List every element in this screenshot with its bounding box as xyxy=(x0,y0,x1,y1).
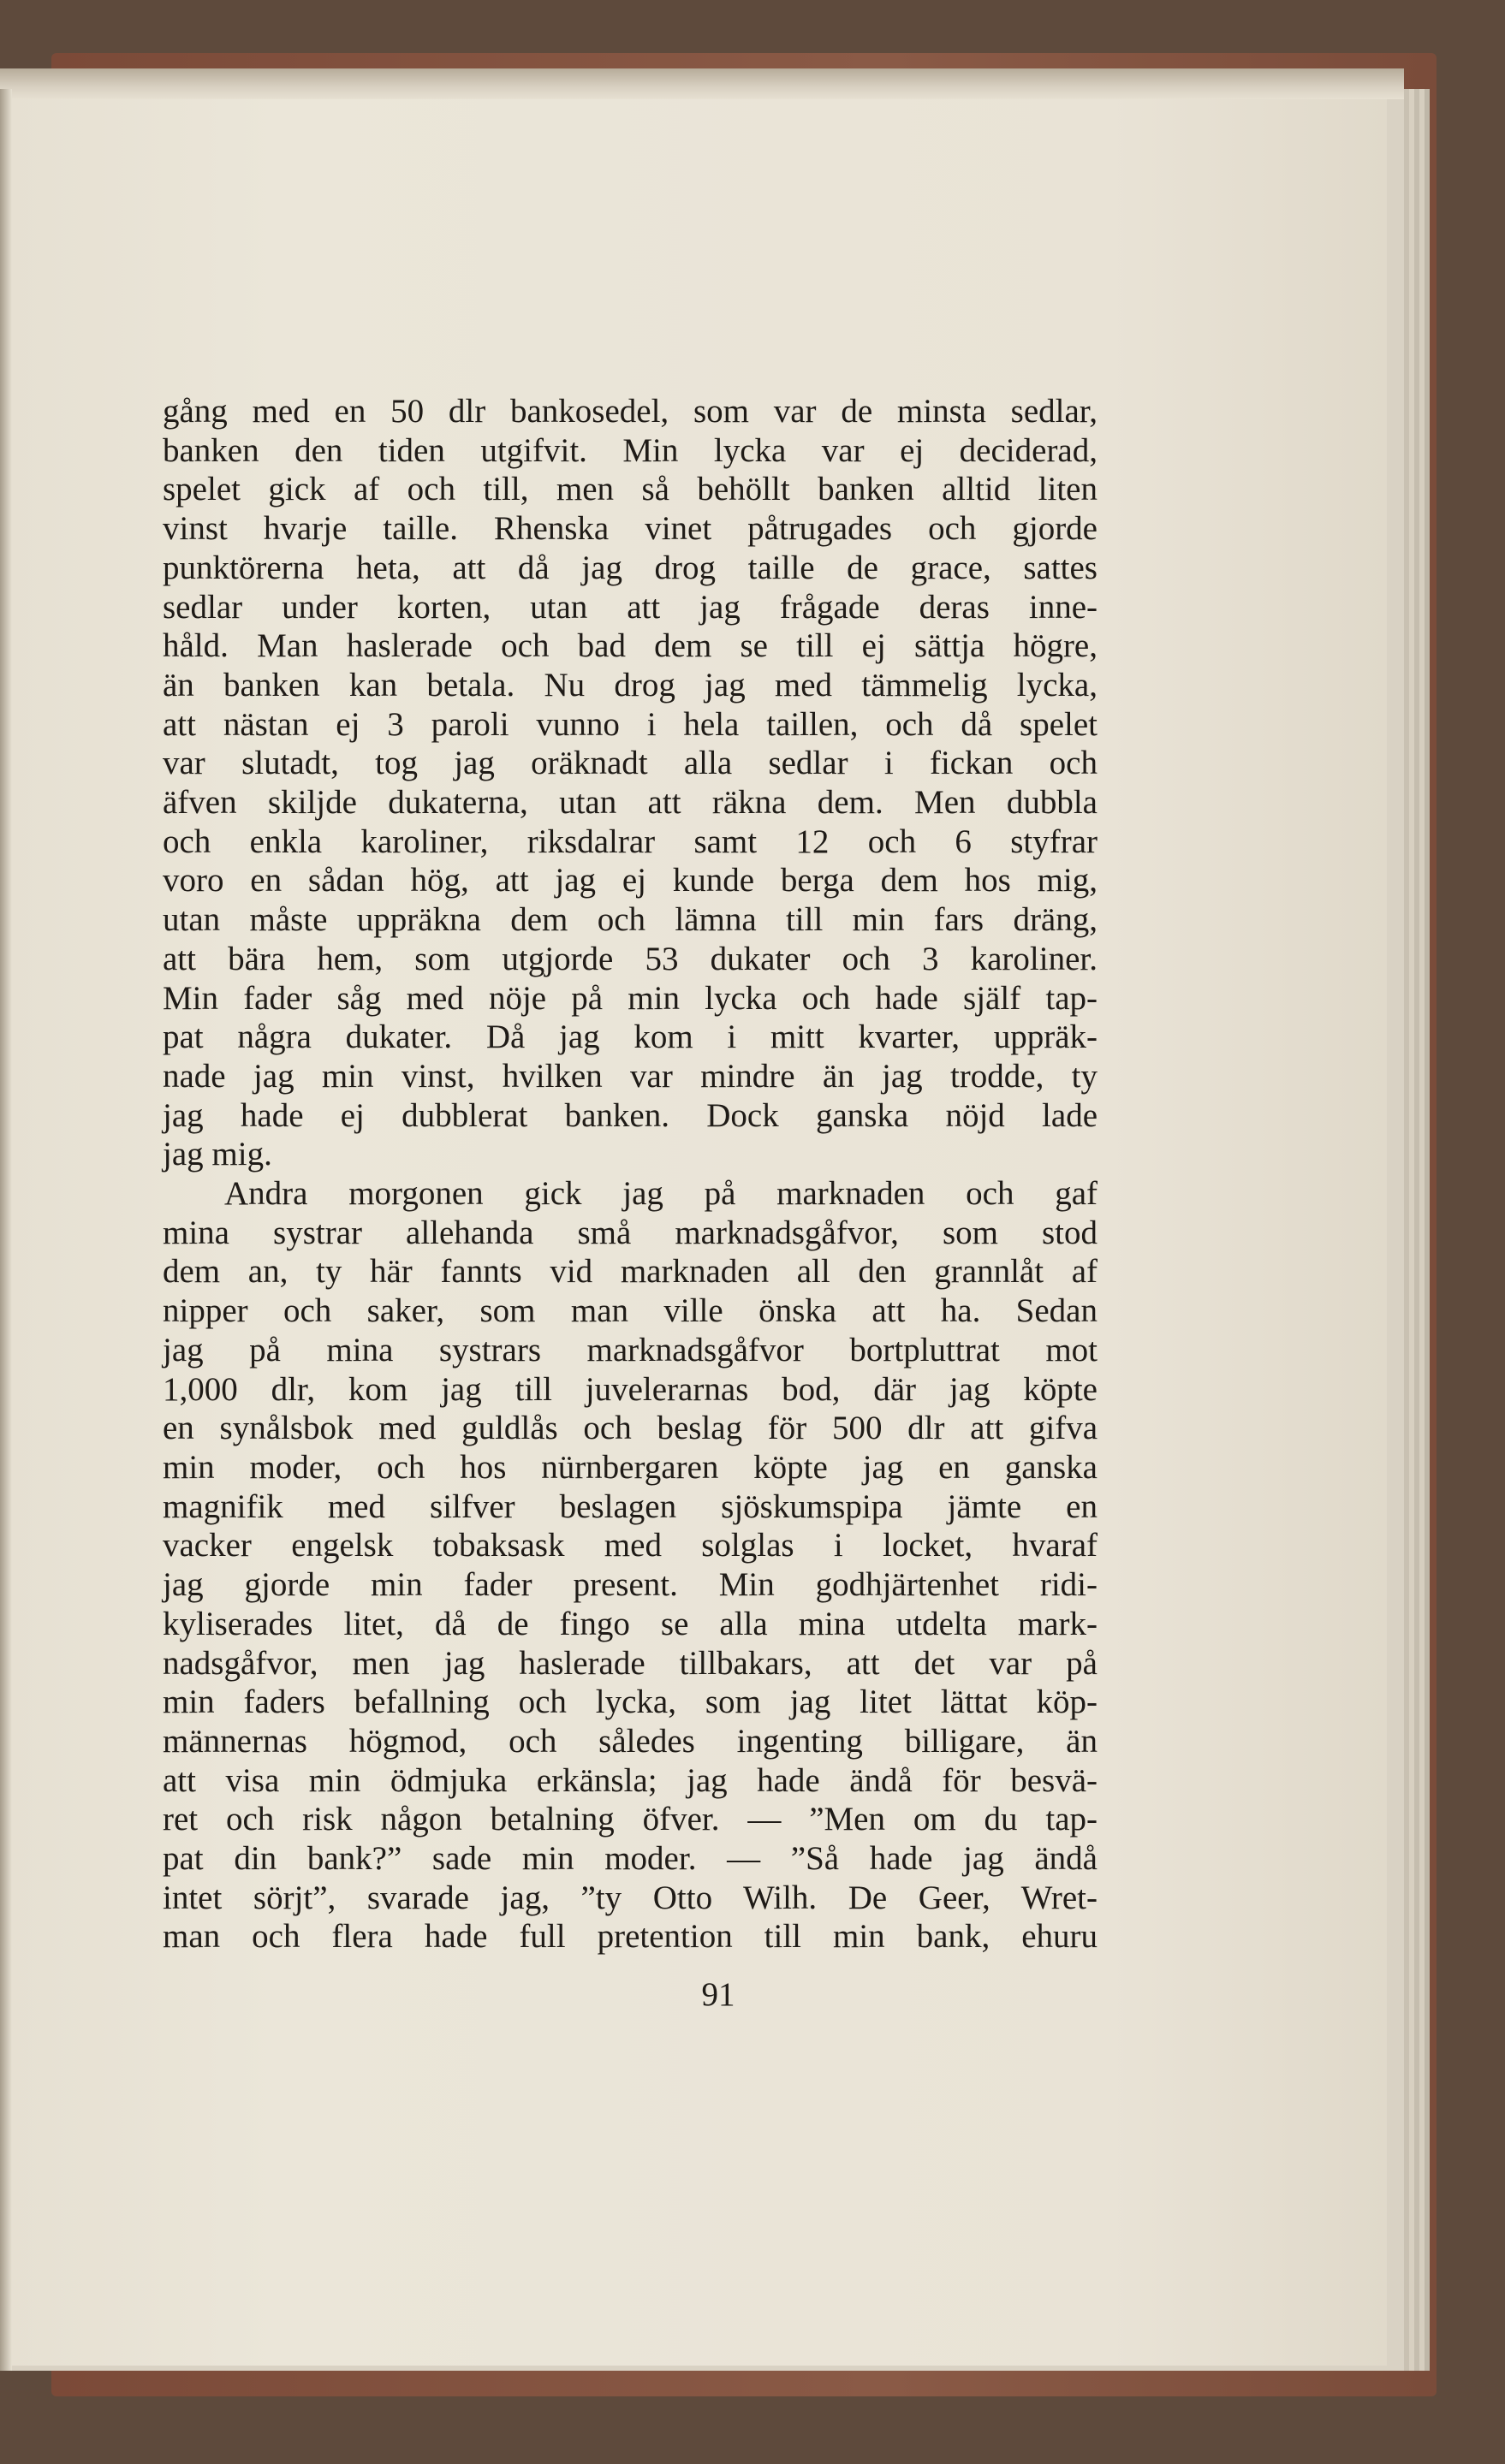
text-line: nadsgåfvor, men jag haslerade tillbakars, att det var på xyxy=(163,1644,1098,1682)
body-text xyxy=(163,392,1098,1956)
text-line: männernas högmod, och således ingenting billigare, än xyxy=(163,1722,1098,1760)
text-line: håld. Man haslerade och bad dem se till ej sättja högre, xyxy=(163,627,1098,665)
text-line: jag mig. xyxy=(163,1136,272,1173)
text-line: magnifik med silfver beslagen sjöskumspipa jämte en xyxy=(163,1487,1098,1525)
text-line: jag på mina systrars marknadsgåfvor bortpluttrat mot xyxy=(163,1331,1098,1369)
text-line: min moder, och hos nürnbergaren köpte jag en ganska xyxy=(163,1448,1098,1486)
text-line: banken den tiden utgifvit. Min lycka var ej deciderad, xyxy=(163,431,1098,469)
text-line: nipper och saker, som man ville önska att ha. Sedan xyxy=(163,1292,1098,1330)
text-line: äfven skiljde dukaterna, utan att räkna dem. Men dubbla xyxy=(163,784,1098,822)
text-line: jag gjorde min fader present. Min godhjärtenhet ridi- xyxy=(163,1566,1098,1604)
page-top-edge xyxy=(0,68,1404,99)
text-line: mina systrar allehanda små marknadsgåfvor, som stod xyxy=(163,1214,1098,1251)
text-line: punktörerna heta, att då jag drog taille de grace, sattes xyxy=(163,549,1098,586)
text-line: pat din bank?” sade min moder. — ”Så hade jag ändå xyxy=(163,1840,1098,1878)
text-line: intet sörjt”, svarade jag, ”ty Otto Wilh. De Geer, Wret- xyxy=(163,1879,1098,1916)
text-line: pat några dukater. Då jag kom i mitt kvarter, uppräk- xyxy=(163,1018,1098,1056)
text-line: att visa min ödmjuka erkänsla; jag hade ändå för besvä- xyxy=(163,1761,1098,1799)
text-line: voro en sådan hög, att jag ej kunde berga dem hos mig, xyxy=(163,862,1098,900)
text-line: och enkla karoliner, riksdalrar samt 12 och 6 styfrar xyxy=(163,822,1098,860)
text-line: Min fader såg med nöje på min lycka och hade själf tap- xyxy=(163,979,1098,1017)
text-line: var slutadt, tog jag oräknadt alla sedlar i fickan och xyxy=(163,745,1098,782)
text-line: ret och risk någon betalning öfver. — ”Men om du tap- xyxy=(163,1801,1098,1838)
text-line: utan måste uppräkna dem och lämna till min fars dräng, xyxy=(163,901,1098,939)
text-line: sedlar under korten, utan att jag frågade deras inne- xyxy=(163,588,1098,626)
text-line: att bära hem, som utgjorde 53 dukater och 3 karoliner. xyxy=(163,940,1098,977)
text-line: kyliserades litet, då de fingo se alla mina utdelta mark- xyxy=(163,1605,1098,1642)
text-line: vacker engelsk tobaksask med solglas i locket, hvaraf xyxy=(163,1527,1098,1564)
page-number: 91 xyxy=(701,1976,735,2013)
spine-shadow xyxy=(0,89,12,2371)
text-line: en synålsbok med guldlås och beslag för 500 dlr att gifva xyxy=(163,1410,1098,1447)
text-line: Andra morgonen gick jag på marknaden och gaf xyxy=(224,1175,1098,1213)
text-line: gång med en 50 dlr bankosedel, som var de minsta sedlar, xyxy=(163,393,1098,430)
page-number-row xyxy=(0,1975,1505,2014)
text-line: man och flera hade full pretention till min bank, ehuru xyxy=(163,1918,1098,1956)
text-line: nade jag min vinst, hvilken var mindre än jag trodde, ty xyxy=(163,1057,1098,1095)
text-line: att nästan ej 3 paroli vunno i hela taillen, och då spelet xyxy=(163,705,1098,743)
text-line: vinst hvarje taille. Rhenska vinet påtrugades och gjorde xyxy=(163,510,1098,548)
text-line: 1,000 dlr, kom jag till juvelerarnas bod, där jag köpte xyxy=(163,1370,1098,1408)
text-line: min faders befallning och lycka, som jag litet lättat köp- xyxy=(163,1683,1098,1721)
text-line: spelet gick af och till, men så behöllt banken alltid liten xyxy=(163,471,1098,508)
text-line: dem an, ty här fannts vid marknaden all den grannlåt af xyxy=(163,1253,1098,1291)
text-line: än banken kan betala. Nu drog jag med tämmelig lycka, xyxy=(163,666,1098,704)
text-line: jag hade ej dubblerat banken. Dock ganska nöjd lade xyxy=(163,1096,1098,1134)
